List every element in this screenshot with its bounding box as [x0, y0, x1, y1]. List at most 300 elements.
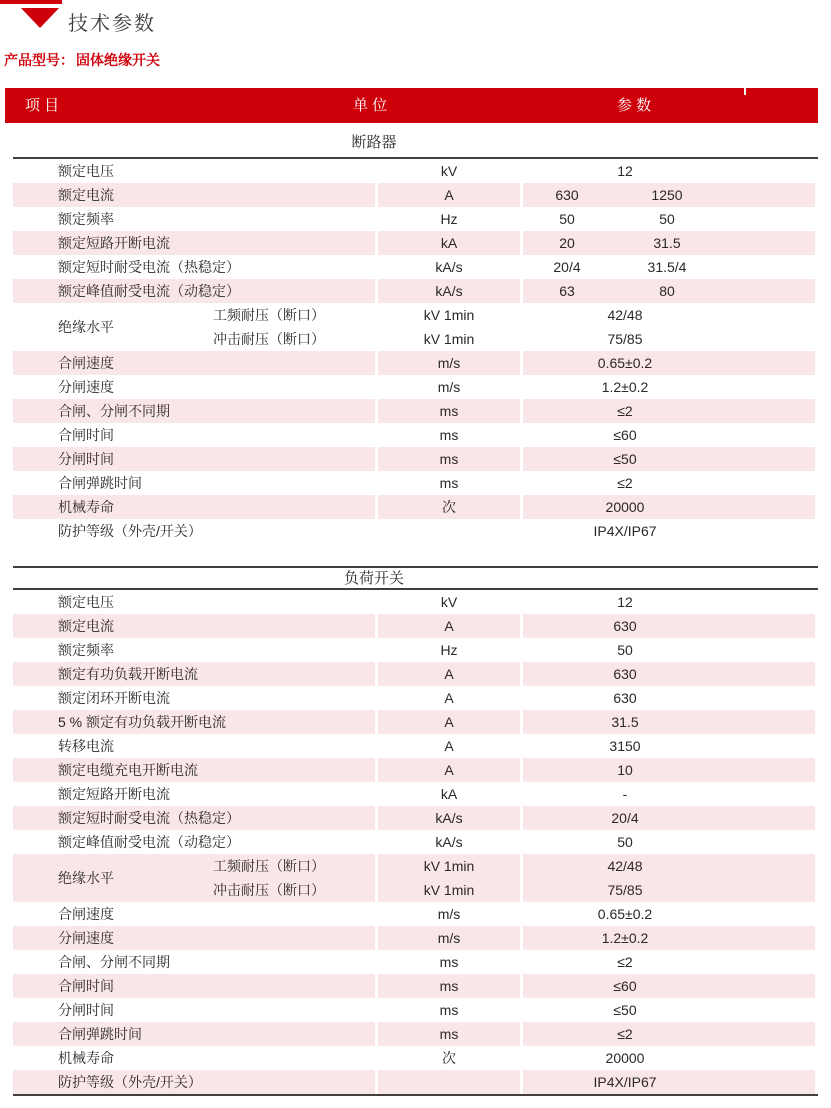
item-cell — [13, 519, 375, 543]
item-label: 分闸速度 — [58, 379, 114, 395]
param-cell — [523, 159, 815, 183]
unit-cell — [378, 686, 520, 710]
param-values — [523, 590, 727, 614]
table-row — [13, 806, 815, 830]
item-cell — [13, 279, 375, 303]
param-values — [523, 758, 727, 782]
item-label: 额定电流 — [58, 618, 114, 634]
unit-label: m/s — [437, 906, 461, 922]
param-values — [523, 471, 727, 495]
item-cell — [13, 231, 375, 255]
param-cell — [523, 423, 815, 447]
item-cell — [13, 303, 375, 351]
unit-label: kV 1min — [423, 882, 475, 898]
param-value: ≤2 — [617, 1026, 633, 1042]
unit-cell — [378, 159, 520, 183]
param-cell — [523, 854, 815, 902]
item-cell — [13, 423, 375, 447]
item-cell — [13, 782, 375, 806]
unit-cell — [378, 854, 520, 902]
param-cell — [523, 806, 815, 830]
group-label: 绝缘水平 — [58, 870, 114, 886]
param-values — [523, 638, 727, 662]
item-cell — [13, 830, 375, 854]
item-cell — [13, 998, 375, 1022]
table-row — [13, 1070, 815, 1094]
unit-label: m/s — [437, 930, 461, 946]
param-values — [523, 207, 727, 231]
group-sub-label: 工频耐压（断口） — [213, 858, 325, 874]
param-value: 630 — [613, 690, 637, 706]
table-row — [13, 375, 815, 399]
param-values — [523, 351, 727, 375]
table-row — [13, 159, 815, 183]
unit-label: m/s — [437, 379, 461, 395]
unit-label: kV — [440, 163, 458, 179]
table-row — [13, 207, 815, 231]
unit-cell — [378, 447, 520, 471]
param-values — [523, 399, 727, 423]
table-row — [13, 495, 815, 519]
param-value: ≤50 — [613, 451, 637, 467]
param-cell — [523, 710, 815, 734]
item-cell — [13, 183, 375, 207]
table-row — [13, 255, 815, 279]
item-label: 额定短时耐受电流（热稳定） — [58, 259, 240, 275]
column-header-param: 参 数 — [617, 97, 652, 114]
param-values — [523, 519, 727, 543]
param-value: 31.5 — [611, 714, 639, 730]
item-label: 机械寿命 — [58, 1050, 114, 1066]
unit-label: ms — [439, 451, 459, 467]
page-title: 技术参数 — [68, 13, 156, 35]
unit-cell — [378, 303, 520, 351]
group-sub-label: 冲击耐压（断口） — [213, 882, 325, 898]
param-cell — [523, 519, 815, 543]
table-row — [13, 471, 815, 495]
item-label: 额定短时耐受电流（热稳定） — [58, 810, 240, 826]
item-cell — [13, 806, 375, 830]
unit-cell — [378, 183, 520, 207]
unit-label: A — [444, 690, 454, 706]
header-tick — [744, 88, 746, 95]
table-row — [13, 279, 815, 303]
section-title: 断路器 — [351, 134, 397, 151]
param-cell — [523, 183, 815, 207]
unit-cell — [378, 998, 520, 1022]
item-cell — [13, 471, 375, 495]
unit-cell — [378, 375, 520, 399]
param-values — [523, 662, 727, 686]
param-value: 31.5/4 — [647, 259, 687, 275]
item-label: 额定有功负载开断电流 — [58, 666, 198, 682]
param-values — [523, 423, 727, 447]
item-label: 分闸时间 — [58, 1002, 114, 1018]
unit-label: A — [444, 762, 454, 778]
unit-cell — [378, 902, 520, 926]
unit-label: m/s — [437, 355, 461, 371]
group-units — [378, 854, 520, 902]
param-value: 0.65±0.2 — [597, 906, 653, 922]
param-values — [523, 614, 727, 638]
table-header — [5, 88, 818, 123]
item-label: 合闸、分闸不同期 — [58, 403, 170, 419]
item-cell — [13, 255, 375, 279]
param-cell — [523, 734, 815, 758]
param-cell — [523, 830, 815, 854]
param-value: - — [622, 786, 628, 802]
item-label: 额定频率 — [58, 642, 114, 658]
unit-cell — [378, 471, 520, 495]
unit-label: ms — [439, 1002, 459, 1018]
param-cell — [523, 638, 815, 662]
item-cell — [13, 1070, 375, 1094]
param-values — [523, 710, 727, 734]
item-label: 额定电流 — [58, 187, 114, 203]
unit-cell — [378, 926, 520, 950]
param-value: 50 — [617, 642, 633, 658]
table-row — [13, 447, 815, 471]
item-label: 额定电压 — [58, 163, 114, 179]
param-value: 12 — [617, 163, 633, 179]
item-cell — [13, 638, 375, 662]
param-values — [523, 974, 727, 998]
item-label: 防护等级（外壳/开关） — [58, 523, 202, 539]
param-cell — [523, 950, 815, 974]
unit-label: A — [444, 618, 454, 634]
param-values — [523, 782, 727, 806]
param-value: ≤60 — [613, 427, 637, 443]
group-values — [523, 854, 727, 902]
param-values — [523, 255, 727, 279]
unit-cell — [378, 279, 520, 303]
table-row — [13, 1046, 815, 1070]
item-cell — [13, 614, 375, 638]
item-label: 5 % 额定有功负载开断电流 — [58, 714, 227, 730]
param-value: 50 — [617, 834, 633, 850]
param-value: 1250 — [651, 187, 683, 203]
product-line — [4, 50, 162, 70]
table-row — [13, 662, 815, 686]
unit-label: A — [444, 187, 454, 203]
item-label: 分闸时间 — [58, 451, 114, 467]
unit-label: Hz — [440, 642, 458, 658]
unit-cell — [378, 1070, 520, 1094]
table-row — [13, 638, 815, 662]
table-row — [13, 614, 815, 638]
param-value: 20/4 — [611, 810, 639, 826]
param-values — [523, 231, 727, 255]
param-values — [523, 1046, 727, 1070]
param-cell — [523, 1022, 815, 1046]
unit-cell — [378, 782, 520, 806]
unit-cell — [378, 614, 520, 638]
table-row — [13, 231, 815, 255]
param-value: 1.2±0.2 — [601, 379, 649, 395]
table-section — [5, 123, 818, 543]
param-values — [523, 806, 727, 830]
param-value: 20/4 — [553, 259, 581, 275]
item-label: 额定电压 — [58, 594, 114, 610]
param-value: ≤60 — [613, 978, 637, 994]
param-values — [523, 303, 727, 351]
item-label: 防护等级（外壳/开关） — [58, 1074, 202, 1090]
param-value: IP4X/IP67 — [593, 1074, 657, 1090]
param-cell — [523, 686, 815, 710]
unit-label: kV 1min — [423, 858, 475, 874]
param-values — [523, 926, 727, 950]
unit-label: ms — [439, 978, 459, 994]
item-label: 分闸速度 — [58, 930, 114, 946]
table-row — [13, 686, 815, 710]
triangle-down-icon — [21, 8, 59, 28]
unit-label: 次 — [442, 499, 456, 515]
param-values — [523, 447, 727, 471]
unit-cell — [378, 758, 520, 782]
param-cell — [523, 590, 815, 614]
table-row — [13, 782, 815, 806]
param-values — [523, 1022, 727, 1046]
table-row — [13, 950, 815, 974]
item-label: 合闸速度 — [58, 355, 114, 371]
param-values — [523, 375, 727, 399]
table-row — [13, 926, 815, 950]
section-title: 负荷开关 — [343, 570, 404, 587]
unit-label: A — [444, 738, 454, 754]
item-label: 额定峰值耐受电流（动稳定） — [58, 283, 240, 299]
param-value: 10 — [617, 762, 633, 778]
group-label: 绝缘水平 — [58, 319, 114, 335]
item-label: 合闸速度 — [58, 906, 114, 922]
unit-label: kA/s — [435, 810, 463, 826]
item-cell — [13, 159, 375, 183]
group-sub-label: 工频耐压（断口） — [213, 307, 325, 323]
column-header-item: 项 目 — [25, 97, 60, 114]
item-label: 合闸时间 — [58, 427, 114, 443]
item-label: 额定短路开断电流 — [58, 235, 170, 251]
param-cell — [523, 495, 815, 519]
param-cell — [523, 447, 815, 471]
table-row — [13, 423, 815, 447]
unit-label: kA/s — [435, 259, 463, 275]
unit-label: kV 1min — [423, 331, 475, 347]
param-cell — [523, 782, 815, 806]
item-label: 合闸时间 — [58, 978, 114, 994]
item-cell — [13, 974, 375, 998]
param-value: 630 — [555, 187, 579, 203]
param-value: 630 — [613, 618, 637, 634]
group-sub-label: 冲击耐压（断口） — [213, 331, 325, 347]
table-row — [13, 830, 815, 854]
unit-cell — [378, 351, 520, 375]
param-values — [523, 279, 727, 303]
table-row — [13, 710, 815, 734]
unit-cell — [378, 710, 520, 734]
param-value: 20000 — [605, 499, 645, 515]
unit-label: kV — [440, 594, 458, 610]
item-cell — [13, 854, 375, 902]
param-cell — [523, 614, 815, 638]
unit-cell — [378, 495, 520, 519]
param-value: 630 — [613, 666, 637, 682]
unit-cell — [378, 974, 520, 998]
item-cell — [13, 686, 375, 710]
param-cell — [523, 303, 815, 351]
item-cell — [13, 734, 375, 758]
param-values — [523, 830, 727, 854]
unit-label: kA — [440, 235, 458, 251]
table-row — [13, 351, 815, 375]
param-cell — [523, 207, 815, 231]
param-cell — [523, 758, 815, 782]
unit-cell — [378, 734, 520, 758]
param-cell — [523, 926, 815, 950]
unit-label: kV 1min — [423, 307, 475, 323]
unit-label: A — [444, 714, 454, 730]
param-cell — [523, 471, 815, 495]
unit-label: A — [444, 666, 454, 682]
table-row — [13, 1022, 815, 1046]
item-cell — [13, 758, 375, 782]
param-cell — [523, 399, 815, 423]
param-value: 50 — [659, 211, 675, 227]
item-cell — [13, 1022, 375, 1046]
param-value: 31.5 — [653, 235, 681, 251]
param-cell — [523, 255, 815, 279]
param-values — [523, 734, 727, 758]
unit-label: kA/s — [435, 834, 463, 850]
param-value: 20 — [559, 235, 575, 251]
param-value: ≤2 — [617, 954, 633, 970]
insulation-group-row — [13, 854, 815, 902]
unit-label: kA/s — [435, 283, 463, 299]
param-value: IP4X/IP67 — [593, 523, 657, 539]
param-cell — [523, 375, 815, 399]
item-label: 额定峰值耐受电流（动稳定） — [58, 834, 240, 850]
column-header-unit: 单 位 — [353, 97, 388, 114]
unit-cell — [378, 1022, 520, 1046]
param-value: 75/85 — [607, 331, 643, 347]
item-cell — [13, 351, 375, 375]
param-values — [523, 950, 727, 974]
table-row — [13, 590, 815, 614]
group-values — [523, 303, 727, 351]
param-value: 42/48 — [607, 307, 643, 323]
param-value: ≤2 — [617, 403, 633, 419]
table-row — [13, 183, 815, 207]
param-cell — [523, 351, 815, 375]
item-cell — [13, 710, 375, 734]
param-value: 20000 — [605, 1050, 645, 1066]
item-cell — [13, 399, 375, 423]
table-row — [13, 758, 815, 782]
group-sub-labels — [213, 854, 325, 902]
item-cell — [13, 662, 375, 686]
unit-cell — [378, 830, 520, 854]
table-row — [13, 734, 815, 758]
param-cell — [523, 231, 815, 255]
param-value: 3150 — [609, 738, 641, 754]
item-label: 机械寿命 — [58, 499, 114, 515]
table-row — [13, 519, 815, 543]
spec-table — [5, 88, 818, 1096]
unit-cell — [378, 519, 520, 543]
param-value: ≤2 — [617, 475, 633, 491]
item-cell — [13, 590, 375, 614]
product-label: 产品型号： — [4, 52, 74, 68]
unit-cell — [378, 255, 520, 279]
unit-cell — [378, 638, 520, 662]
unit-cell — [378, 207, 520, 231]
param-value: ≤50 — [613, 1002, 637, 1018]
param-value: 80 — [659, 283, 675, 299]
unit-cell — [378, 806, 520, 830]
unit-cell — [378, 231, 520, 255]
group-units — [378, 303, 520, 351]
table-section — [5, 566, 818, 1094]
unit-cell — [378, 399, 520, 423]
unit-cell — [378, 1046, 520, 1070]
accent-bar — [0, 0, 62, 4]
param-cell — [523, 279, 815, 303]
table-row — [13, 399, 815, 423]
param-values — [523, 854, 727, 902]
param-value: 50 — [559, 211, 575, 227]
unit-label: 次 — [442, 1050, 456, 1066]
item-label: 合闸、分闸不同期 — [58, 954, 170, 970]
param-values — [523, 1070, 727, 1094]
unit-cell — [378, 423, 520, 447]
group-sub-labels — [213, 303, 325, 351]
param-cell — [523, 1046, 815, 1070]
param-values — [523, 159, 727, 183]
item-cell — [13, 950, 375, 974]
table-body — [5, 123, 818, 1096]
item-label: 合闸弹跳时间 — [58, 1026, 142, 1042]
item-cell — [13, 207, 375, 231]
unit-label: ms — [439, 1026, 459, 1042]
param-values — [523, 998, 727, 1022]
param-cell — [523, 974, 815, 998]
item-label: 合闸弹跳时间 — [58, 475, 142, 491]
param-cell — [523, 662, 815, 686]
param-value: 0.65±0.2 — [597, 355, 653, 371]
unit-cell — [378, 950, 520, 974]
unit-label: ms — [439, 403, 459, 419]
param-cell — [523, 1070, 815, 1094]
param-values — [523, 495, 727, 519]
item-label: 额定短路开断电流 — [58, 786, 170, 802]
item-cell — [13, 447, 375, 471]
unit-cell — [378, 590, 520, 614]
param-value: 75/85 — [607, 882, 643, 898]
table-row — [13, 974, 815, 998]
item-cell — [13, 375, 375, 399]
param-value: 63 — [559, 283, 575, 299]
item-cell — [13, 495, 375, 519]
item-cell — [13, 926, 375, 950]
table-row — [13, 998, 815, 1022]
param-values — [523, 902, 727, 926]
param-value: 12 — [617, 594, 633, 610]
item-label: 额定闭环开断电流 — [58, 690, 170, 706]
insulation-group-row — [13, 303, 815, 351]
item-label: 转移电流 — [58, 738, 114, 754]
param-cell — [523, 998, 815, 1022]
param-cell — [523, 902, 815, 926]
param-value: 1.2±0.2 — [601, 930, 649, 946]
divider — [13, 1094, 818, 1096]
